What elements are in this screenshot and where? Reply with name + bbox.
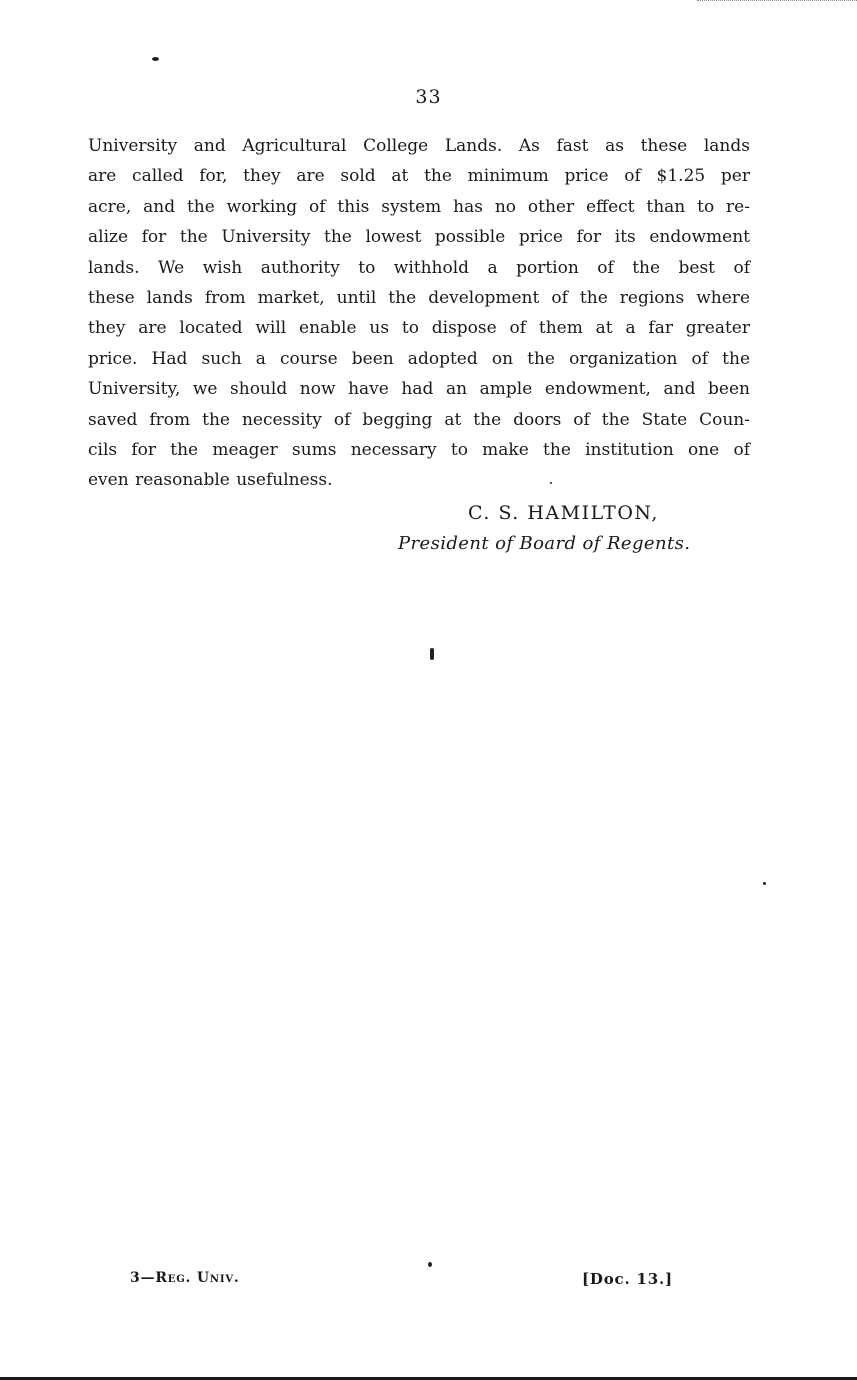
- footer-document-number: [Doc. 13.]: [582, 1270, 673, 1288]
- body-line: lands. We wish authority to withhold a portion of the best of: [88, 257, 750, 278]
- signature-block: [398, 498, 728, 560]
- scan-speck: [550, 482, 552, 484]
- scan-speck: [152, 57, 159, 61]
- body-line: University, we should now have had an ample endowment, and been: [88, 379, 750, 400]
- signatory-title: President of Board of Regents.: [398, 533, 691, 554]
- body-line: saved from the necessity of begging at the doors of the State Coun-: [88, 409, 750, 430]
- body-line: cils for the meager sums necessary to make the institution one of: [88, 439, 750, 460]
- body-line: these lands from market, until the development of the regions where: [88, 287, 750, 308]
- scan-speck: [430, 648, 434, 660]
- body-paragraph: [88, 131, 750, 496]
- scan-speck: [428, 1262, 432, 1267]
- body-line: alize for the University the lowest possible price for its endowment: [88, 227, 750, 248]
- body-line: acre, and the working of this system has no other effect than to re-: [88, 196, 750, 217]
- body-line: they are located will enable us to dispose of them at a far greater: [88, 318, 750, 339]
- body-line: are called for, they are sold at the minimum price of $1.25 per: [88, 166, 750, 187]
- body-line: even reasonable usefulness.: [88, 470, 333, 491]
- body-line: University and Agricultural College Lands. As fast as these lands: [88, 136, 750, 156]
- signatory-name: C. S. HAMILTON,: [468, 502, 659, 524]
- body-line: price. Had such a course been adopted on the organization of the: [88, 348, 750, 369]
- footer-signature-mark: 3—Reg. Univ.: [130, 1270, 240, 1286]
- top-edge-rule: [697, 0, 857, 2]
- page-number: 33: [415, 86, 442, 108]
- scan-speck: [763, 882, 766, 885]
